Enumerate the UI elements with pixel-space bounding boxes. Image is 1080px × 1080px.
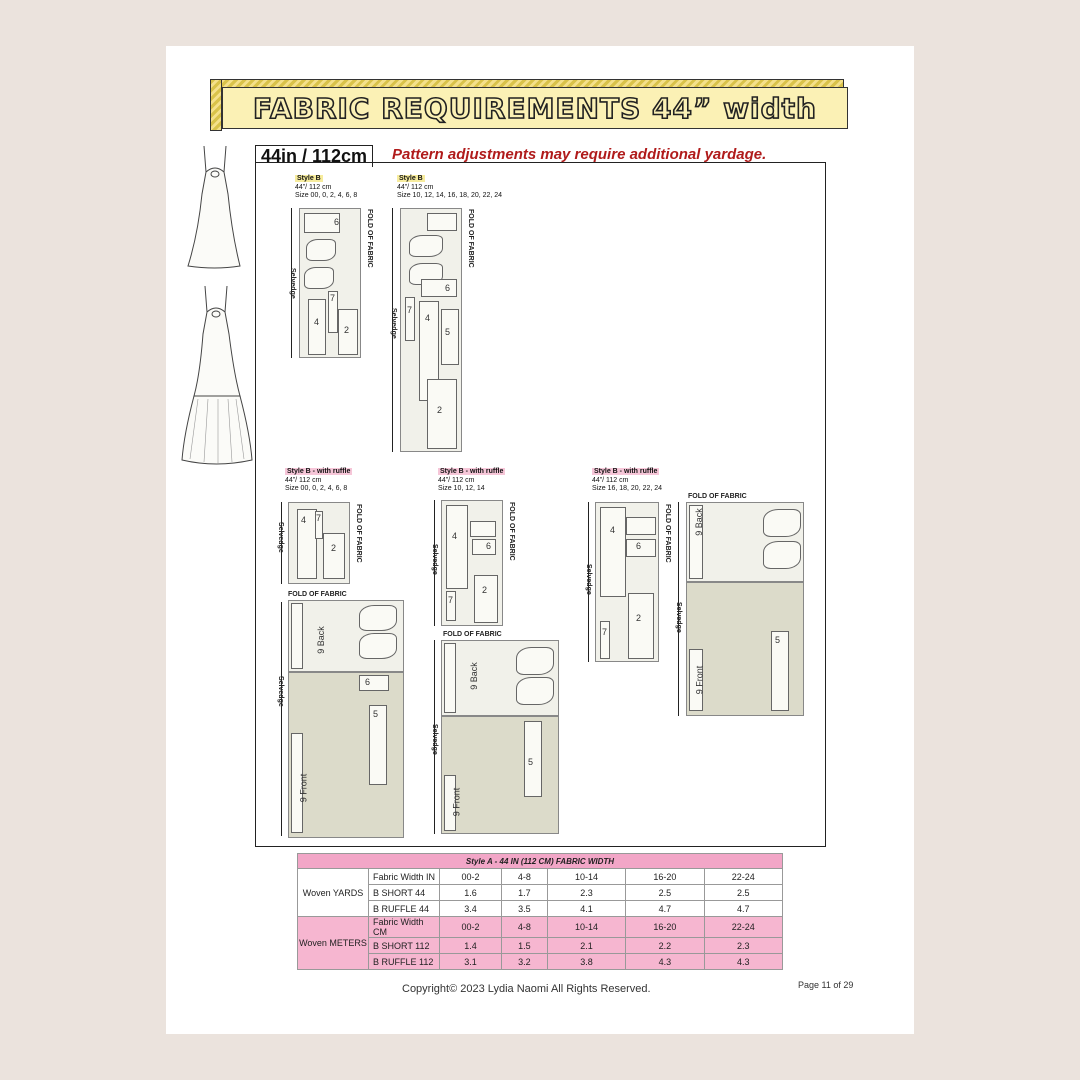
layout-4-piece-9-back: [444, 643, 456, 713]
layout-4-sizes: Size 10, 12, 14: [438, 485, 485, 492]
copyright-notice: Copyright© 2023 Lydia Naomi All Rights Reserved.: [402, 983, 651, 995]
layout-5-selvedge-arrow: [588, 502, 589, 662]
table-row: B SHORT 112 1.4 1.5 2.1 2.2 2.3: [298, 938, 783, 954]
layout-5-piece-2: [628, 593, 654, 659]
layout-3-style: Style B - with ruffle: [287, 468, 351, 475]
layout-1-piece-4: [308, 299, 326, 355]
layout-2-style: Style B: [399, 175, 423, 182]
layout-2-piece-7: [405, 297, 415, 341]
layout-4-fabric-front: 5 9 Front: [441, 716, 559, 834]
yards-group-label: Woven YARDS: [298, 869, 369, 917]
layout-2-header: [397, 175, 502, 201]
layout-3-sizes: Size 00, 0, 2, 4, 6, 8: [285, 485, 348, 492]
layout-3-piece-9-back: [291, 603, 303, 669]
layout-5-style: Style B - with ruffle: [594, 468, 658, 475]
layout-5-header: [592, 468, 662, 494]
yardage-warning: Pattern adjustments may require additional yardage.: [392, 146, 767, 163]
layout-5b-selvedge-arrow: [678, 502, 679, 716]
layout-3b-selvedge-label: Selvedge: [277, 676, 284, 707]
fabric-requirements-table: Style A - 44 IN (112 CM) FABRIC WIDTH Woven YARDS Fabric Width IN 00-2 4-8 10-14 16-20 22-24 B SHORT 44 1.6 1.7 2.3 2.5 2.5 B RUFFLE 44 3.4 3.5 4.1 4.7 4.7 Woven METERS Fabric Width CM 00-2 4-8 10-14 16-20 22-24 B SHORT 112 1.4 1.5 2.1 2.2 2.3 B RUFFLE 112 3.1 3.2 3.8 4.3 4.3: [297, 853, 783, 970]
layout-1-header: [295, 175, 357, 201]
layout-4-width: 44”/ 112 cm: [438, 476, 475, 484]
layout-4b-selvedge-arrow: [434, 640, 435, 834]
layout-5-selvedge-label: Selvedge: [585, 564, 592, 595]
layout-4-piece-3: [470, 521, 496, 537]
table-row: B SHORT 44 1.6 1.7 2.3 2.5 2.5: [298, 885, 783, 901]
layout-3-selvedge-arrow: [281, 502, 282, 584]
layout-3-piece-6: [359, 675, 389, 691]
layout-4-piece-1a: [516, 647, 554, 675]
layout-3-width: 44”/ 112 cm: [285, 476, 322, 484]
layout-4-selvedge-label: Selvedge: [431, 544, 438, 575]
layout-3-piece-1a: [359, 605, 397, 631]
layout-5-piece-4: [600, 507, 626, 597]
layout-4-fabric-back: 9 Back: [441, 640, 559, 716]
layout-1-selvedge-arrow: [291, 208, 292, 358]
layout-5-sizes: Size 16, 18, 20, 22, 24: [592, 485, 663, 492]
table-row: B RUFFLE 44 3.4 3.5 4.1 4.7 4.7: [298, 901, 783, 917]
layout-2-width: 44”/ 112 cm: [397, 183, 434, 191]
layout-3b-fold-label: FOLD OF FABRIC: [288, 591, 347, 598]
banner-side-edge: [210, 79, 222, 131]
layout-5-fold-label: FOLD OF FABRIC: [664, 504, 671, 563]
layout-1-selvedge-label: Selvedge: [289, 268, 296, 299]
layout-2-sizes: Size 10, 12, 14, 16, 18, 20, 22, 24: [397, 192, 503, 199]
meters-group-label: Woven METERS: [298, 917, 369, 970]
title-banner: [210, 79, 850, 131]
layout-5-fabric: 4 6 7 2: [595, 502, 659, 662]
layout-3-piece-1b: [359, 633, 397, 659]
layout-3-fabric-back: 9 Back: [288, 600, 404, 672]
layout-2-piece-6: [421, 279, 457, 297]
layout-5-fabric-front: 5 9 Front: [686, 582, 804, 716]
layout-1-style: Style B: [297, 175, 321, 182]
layout-3b-selvedge-arrow: [281, 602, 282, 836]
layout-5b-fold-label: FOLD OF FABRIC: [688, 493, 747, 500]
layout-4-fabric-top: 4 6 7 2: [441, 500, 503, 626]
layout-5-piece-1a: [763, 509, 801, 537]
fabric-width-label: 44in / 112cm: [255, 145, 373, 167]
layout-2-selvedge-label: Selvedge: [390, 308, 397, 339]
layout-5b-selvedge-label: Selvedge: [675, 602, 682, 633]
layout-4-header: [438, 468, 505, 494]
page-number: Page 11 of 29: [798, 980, 854, 990]
layout-3-selvedge-label: Selvedge: [277, 522, 284, 553]
layout-1-width: 44”/ 112 cm: [295, 183, 332, 191]
layout-3-piece-4: [297, 509, 317, 579]
layout-3-piece-2: [323, 533, 345, 579]
layout-3-header: [285, 468, 352, 494]
table-row: B RUFFLE 112 3.1 3.2 3.8 4.3 4.3: [298, 954, 783, 970]
layout-1-piece-1b: [304, 267, 334, 289]
table-title: Style A - 44 IN (112 CM) FABRIC WIDTH: [298, 854, 783, 869]
layout-3-fold-label: FOLD OF FABRIC: [355, 504, 362, 563]
layout-5-piece-1b: [763, 541, 801, 569]
page-title: FABRIC REQUIREMENTS 44” width: [253, 91, 817, 125]
layout-4-piece-2: [474, 575, 498, 623]
layout-2-piece-5: [441, 309, 459, 365]
layout-2-piece-3: [427, 213, 457, 231]
layout-4-selvedge-arrow: [434, 500, 435, 626]
layout-3-fabric-front: 6 5 9 Front: [288, 672, 404, 838]
layout-4-style: Style B - with ruffle: [440, 468, 504, 475]
layout-5-width: 44”/ 112 cm: [592, 476, 629, 484]
layout-3-fabric-top: 4 7 2: [288, 502, 350, 584]
meters-header-label: Fabric Width CM: [369, 917, 440, 938]
layout-1-fold-label: FOLD OF FABRIC: [366, 209, 373, 268]
layout-1-piece-1a: [306, 239, 336, 261]
layout-1-sizes: Size 00, 0, 2, 4, 6, 8: [295, 192, 358, 199]
layout-2-selvedge-arrow: [392, 208, 393, 452]
layout-4-piece-6: [472, 539, 496, 555]
layout-4b-selvedge-label: Selvedge: [431, 724, 438, 755]
banner-face: [222, 87, 848, 129]
short-dress-illustration: [182, 144, 248, 272]
layout-5-fabric-back: 9 Back: [686, 502, 804, 582]
layout-4b-fold-label: FOLD OF FABRIC: [443, 631, 502, 638]
layout-4-fold-label: FOLD OF FABRIC: [508, 502, 515, 561]
layout-4-piece-1b: [516, 677, 554, 705]
pattern-page: [166, 46, 914, 1034]
layout-4-piece-4: [446, 505, 468, 589]
layout-2-fabric: 6 7 4 5 2: [400, 208, 462, 452]
yards-header-label: Fabric Width IN: [369, 869, 440, 885]
layout-5-piece-3: [626, 517, 656, 535]
layout-1-fabric: 6 7 4 2: [299, 208, 361, 358]
ruffle-dress-illustration: [180, 284, 254, 466]
layout-2-fold-label: FOLD OF FABRIC: [467, 209, 474, 268]
layout-2-piece-1a: [409, 235, 443, 257]
